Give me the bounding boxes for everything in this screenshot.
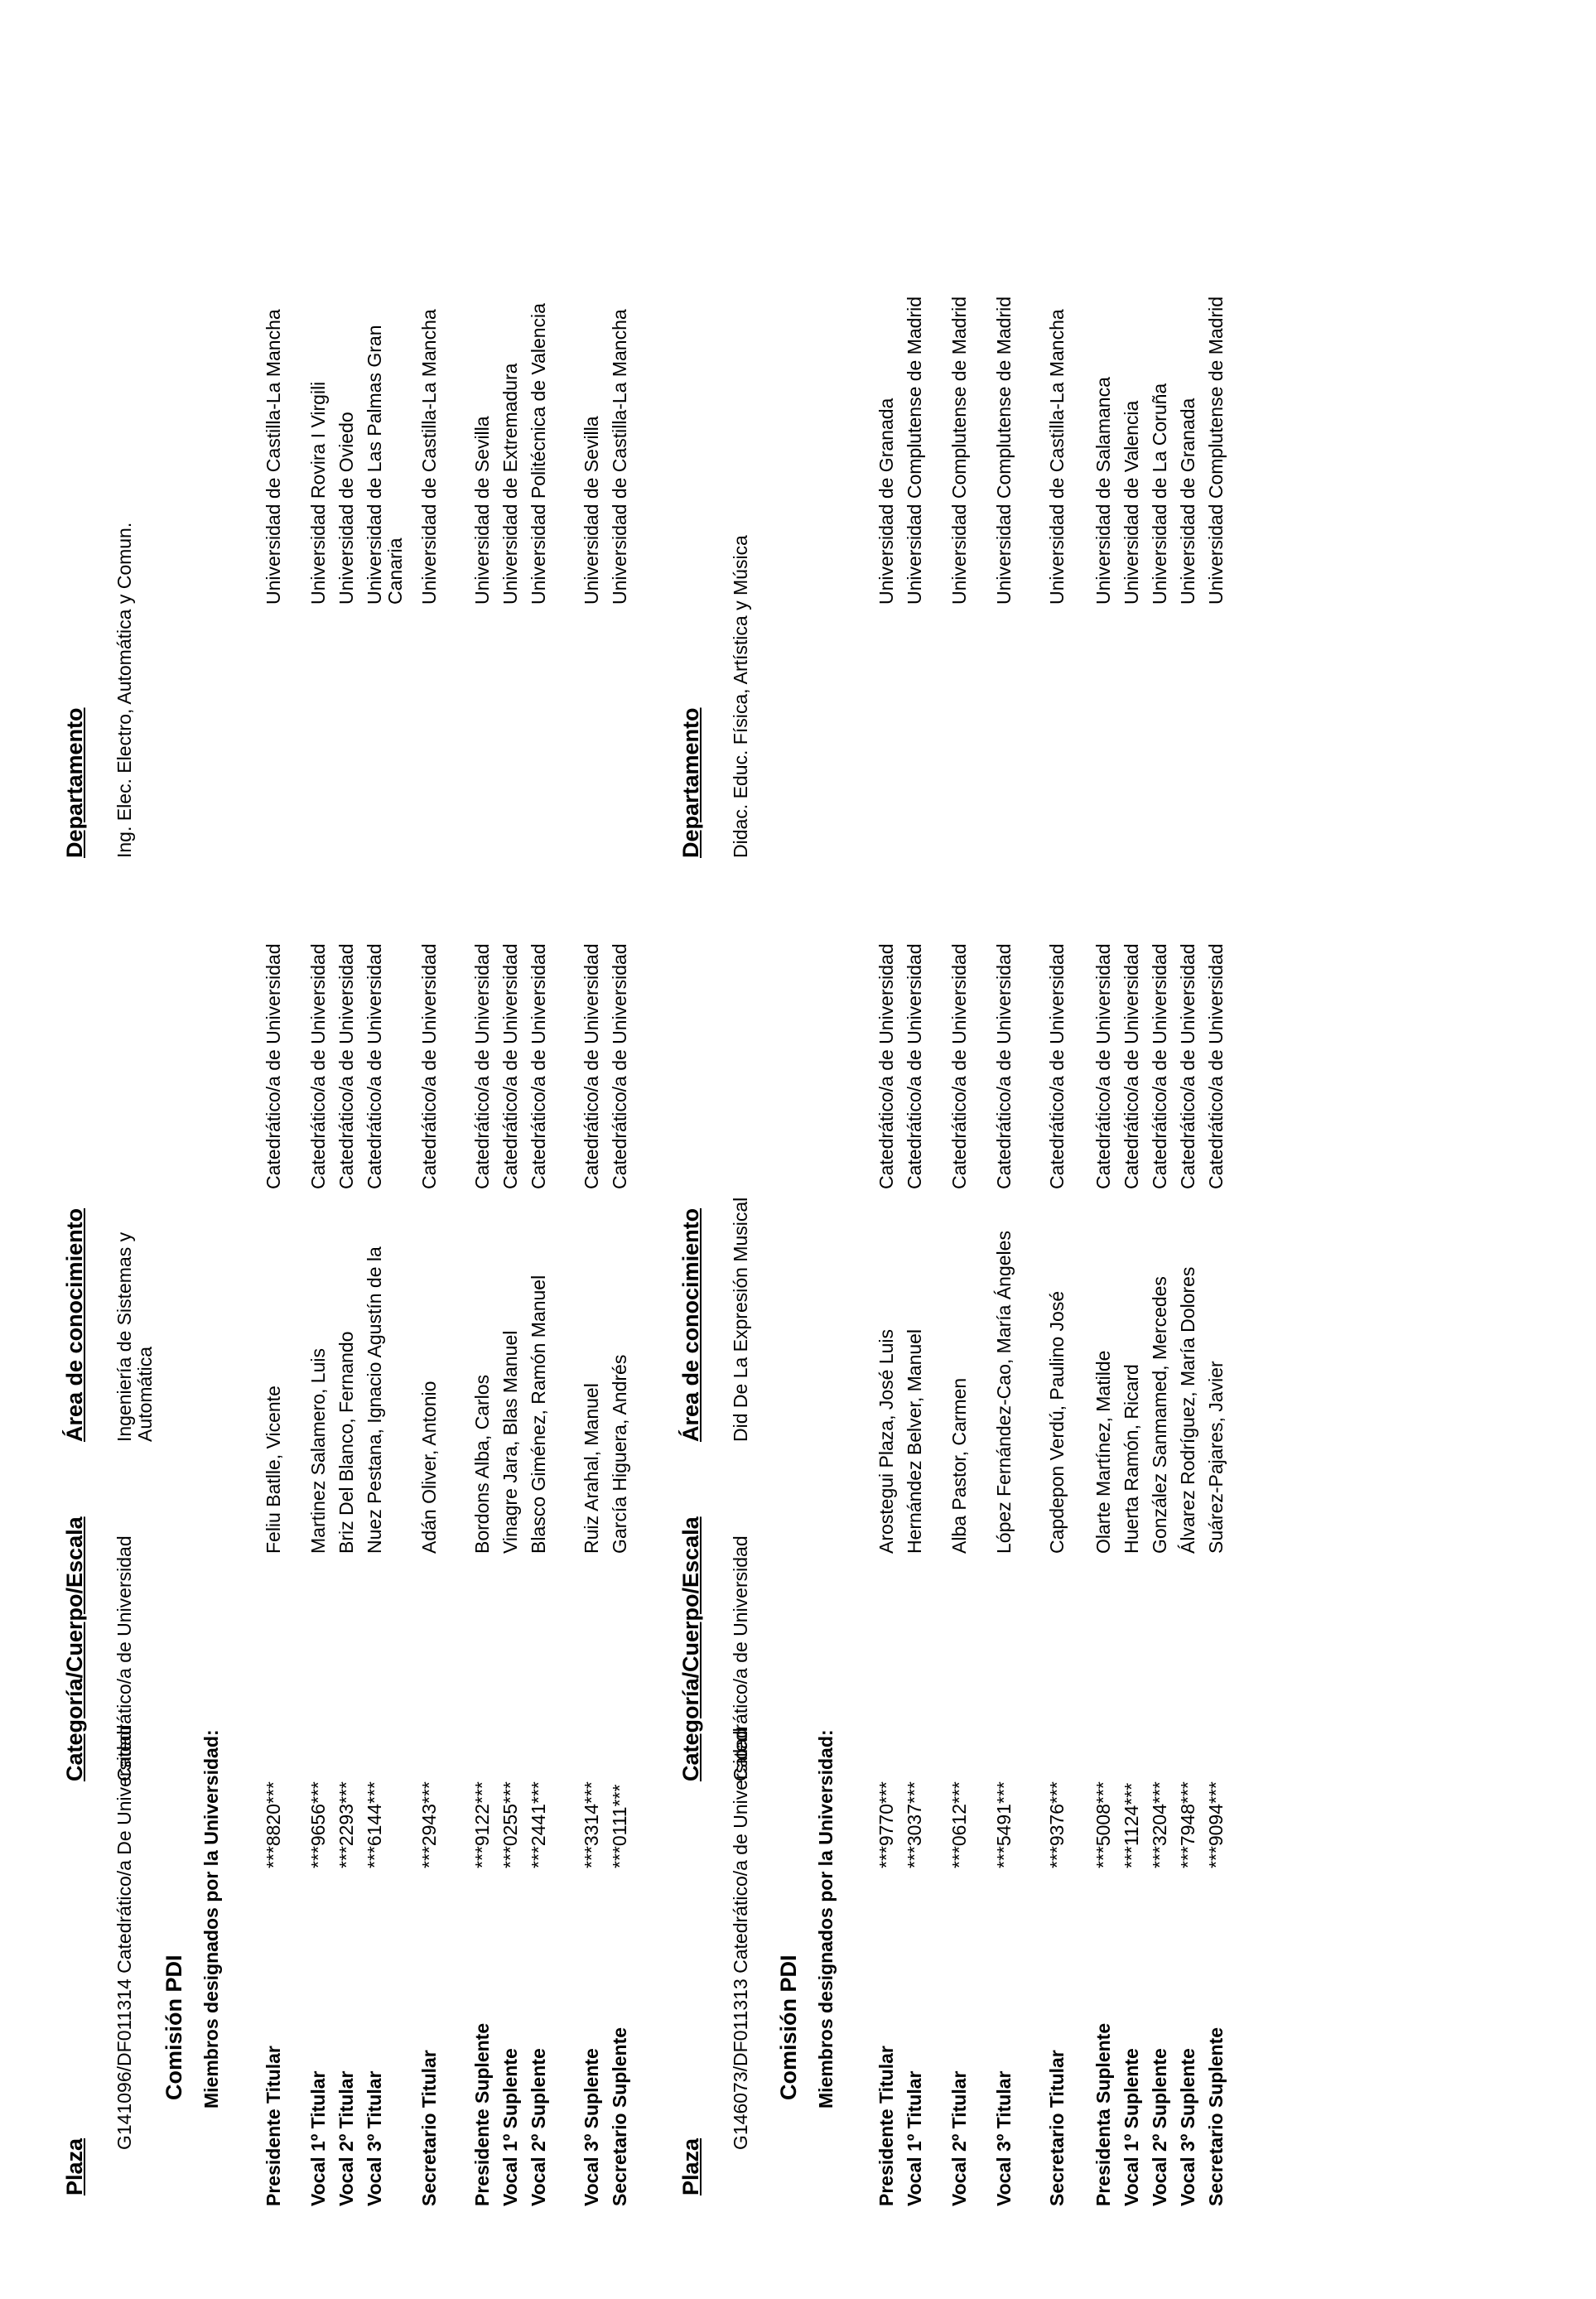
member-category: Catedrático/a de Universidad [948,943,970,1189]
member-name: Suárez-Pajares, Javier [1205,1361,1227,1554]
categoria-header: Categoría/Cuerpo/Escala [678,1516,703,1781]
commission-title: Comisión PDI [162,1954,186,2100]
member-category: Catedrático/a de Universidad [307,943,329,1189]
member-role: Presidente Titular [875,2046,897,2206]
member-university: Universidad Complutense de Madrid [904,296,925,605]
member-university: Universidad de Granada [875,398,897,605]
member-name: Blasco Giménez, Ramón Manuel [528,1275,549,1554]
member-university: Universidad de Valencia [1121,400,1142,605]
member-name: Huerta Ramón, Ricard [1121,1364,1142,1554]
member-id: ***5008*** [1092,1781,1114,1868]
member-name: Arostegui Plaza, José Luis [875,1328,897,1554]
member-id: ***0612*** [948,1781,970,1868]
member-university: Universidad de Oviedo [335,412,357,605]
member-category: Catedrático/a de Universidad [263,943,284,1189]
member-name: Capdepon Verdú, Paulino José [1046,1290,1068,1554]
member-category: Catedrático/a de Universidad [1121,943,1142,1189]
member-name: Vinagre Jara, Blas Manuel [499,1330,521,1554]
member-category: Catedrático/a de Universidad [1177,943,1198,1189]
member-id: ***3037*** [904,1781,925,1868]
member-role: Presidente Titular [263,2046,284,2206]
member-id: ***8820*** [263,1781,284,1868]
member-name: Hernández Belver, Manuel [904,1328,925,1554]
categoria-header: Categoría/Cuerpo/Escala [62,1516,87,1781]
member-role: Vocal 1º Titular [307,2070,329,2206]
member-id: ***3204*** [1149,1781,1170,1868]
member-category: Catedrático/a de Universidad [1092,943,1114,1189]
member-id: ***6144*** [364,1781,385,1868]
member-name: Álvarez Rodríguez, María Dolores [1177,1266,1198,1554]
member-university: Universidad de Castilla-La Mancha [263,309,284,605]
plaza-code: G146073/DF011313 Catedrático/a de Universidad [730,1728,751,2150]
member-category: Catedrático/a de Universidad [1149,943,1170,1189]
member-category: Catedrático/a de Universidad [364,943,385,1189]
member-name: Briz Del Blanco, Fernando [335,1331,357,1554]
member-role: Secretario Suplente [1205,2027,1227,2206]
member-role: Vocal 1º Suplente [1121,2048,1142,2206]
member-role: Vocal 2º Titular [335,2070,357,2206]
member-university: Universidad Politécnica de Valencia [528,303,549,605]
member-id: ***9770*** [875,1781,897,1868]
member-role: Vocal 3º Suplente [581,2048,602,2206]
plaza-categoria: Catedrático/a de Universidad [730,1535,751,1781]
member-id: ***9094*** [1205,1781,1227,1868]
member-id: ***7948*** [1177,1781,1198,1868]
member-category: Catedrático/a de Universidad [904,943,925,1189]
member-university: Universidad de Granada [1177,398,1198,605]
member-role: Vocal 3º Suplente [1177,2048,1198,2206]
member-id: ***0111*** [609,1784,630,1868]
departamento-header: Departamento [62,707,87,858]
member-name: Olarte Martínez, Matilde [1092,1350,1114,1554]
member-university: Universidad de La Coruña [1149,383,1170,605]
plaza-header: Plaza [678,2138,703,2195]
member-id: ***1124*** [1121,1782,1142,1868]
member-name: Bordons Alba, Carlos [471,1374,493,1554]
member-name: Alba Pastor, Carmen [948,1377,970,1554]
member-id: ***2943*** [418,1781,440,1868]
member-name: Ruiz Arahal, Manuel [581,1383,602,1554]
member-name: Adán Oliver, Antonio [418,1381,440,1554]
member-role: Secretario Titular [1046,2050,1068,2206]
member-category: Catedrático/a de Universidad [471,943,493,1189]
member-id: ***2293*** [335,1781,357,1868]
member-role: Vocal 2º Suplente [1149,2048,1170,2206]
member-university: Universidad de Salamanca [1092,377,1114,605]
member-role: Vocal 1º Suplente [499,2048,521,2206]
member-role: Vocal 3º Titular [993,2070,1015,2206]
plaza-departamento: Ing. Elec. Electro, Automática y Comun. [113,522,135,858]
member-name: Nuez Pestana, Ignacio Agustín de la [364,1246,385,1554]
member-role: Secretario Titular [418,2050,440,2206]
member-university: Universidad Rovira I Virgili [307,381,329,605]
member-university: Universidad de Las Palmas Gran Canaria [364,325,406,605]
member-category: Catedrático/a de Universidad [609,943,630,1189]
plaza-departamento: Didac. Educ. Física, Artística y Música [730,535,751,858]
member-category: Catedrático/a de Universidad [335,943,357,1189]
member-university: Universidad de Castilla-La Mancha [418,309,440,605]
member-university: Universidad de Sevilla [471,416,493,605]
member-category: Catedrático/a de Universidad [993,943,1015,1189]
member-university: Universidad de Extremadura [499,363,521,605]
member-name: Feliu Batlle, Vicente [263,1386,284,1554]
member-id: ***9122*** [471,1781,493,1868]
member-university: Universidad Complutense de Madrid [993,296,1015,605]
member-name: García Higuera, Andrés [609,1354,630,1554]
area-header: Área de conocimiento [678,1207,703,1442]
departamento-header: Departamento [678,707,703,858]
member-role: Vocal 1º Titular [904,2070,925,2206]
member-id: ***2441*** [528,1781,549,1868]
member-role: Vocal 2º Suplente [528,2048,549,2206]
member-category: Catedrático/a de Universidad [499,943,521,1189]
members-heading: Miembros designados por la Universidad: [815,1729,837,2109]
member-role: Secretario Suplente [609,2027,630,2206]
member-role: Vocal 3º Titular [364,2070,385,2206]
plaza-header: Plaza [62,2138,87,2195]
member-category: Catedrático/a de Universidad [418,943,440,1189]
member-category: Catedrático/a de Universidad [528,943,549,1189]
member-role: Presidenta Suplente [1092,2022,1114,2206]
member-university: Universidad de Castilla-La Mancha [609,309,630,605]
member-role: Vocal 2º Titular [948,2070,970,2206]
member-category: Catedrático/a de Universidad [1205,943,1227,1189]
member-name: Martinez Salamero, Luis [307,1348,329,1554]
member-role: Presidente Suplente [471,2022,493,2206]
member-id: ***9656*** [307,1781,329,1868]
plaza-code: G141096/DF011314 Catedrático/a De Universidad [113,1724,135,2150]
plaza-categoria: Catedrático/a de Universidad [113,1535,135,1781]
members-heading: Miembros designados por la Universidad: [200,1729,222,2109]
member-university: Universidad Complutense de Madrid [1205,296,1227,605]
member-name: López Fernández-Cao, María Ángeles [993,1231,1015,1554]
area-header: Área de conocimiento [62,1207,87,1442]
plaza-area: Ingeniería de Sistemas y Automática [113,1231,156,1442]
member-category: Catedrático/a de Universidad [581,943,602,1189]
plaza-area: Did De La Expresión Musical [730,1197,751,1442]
member-category: Catedrático/a de Universidad [1046,943,1068,1189]
member-id: ***9376*** [1046,1781,1068,1868]
member-category: Catedrático/a de Universidad [875,943,897,1189]
member-university: Universidad de Castilla-La Mancha [1046,309,1068,605]
member-university: Universidad de Sevilla [581,416,602,605]
member-id: ***3314*** [581,1781,602,1868]
member-name: González Sanmamed, Mercedes [1149,1276,1170,1554]
member-university: Universidad Complutense de Madrid [948,296,970,605]
commission-title: Comisión PDI [776,1954,801,2100]
member-id: ***5491*** [993,1781,1015,1868]
member-id: ***0255*** [499,1781,521,1868]
